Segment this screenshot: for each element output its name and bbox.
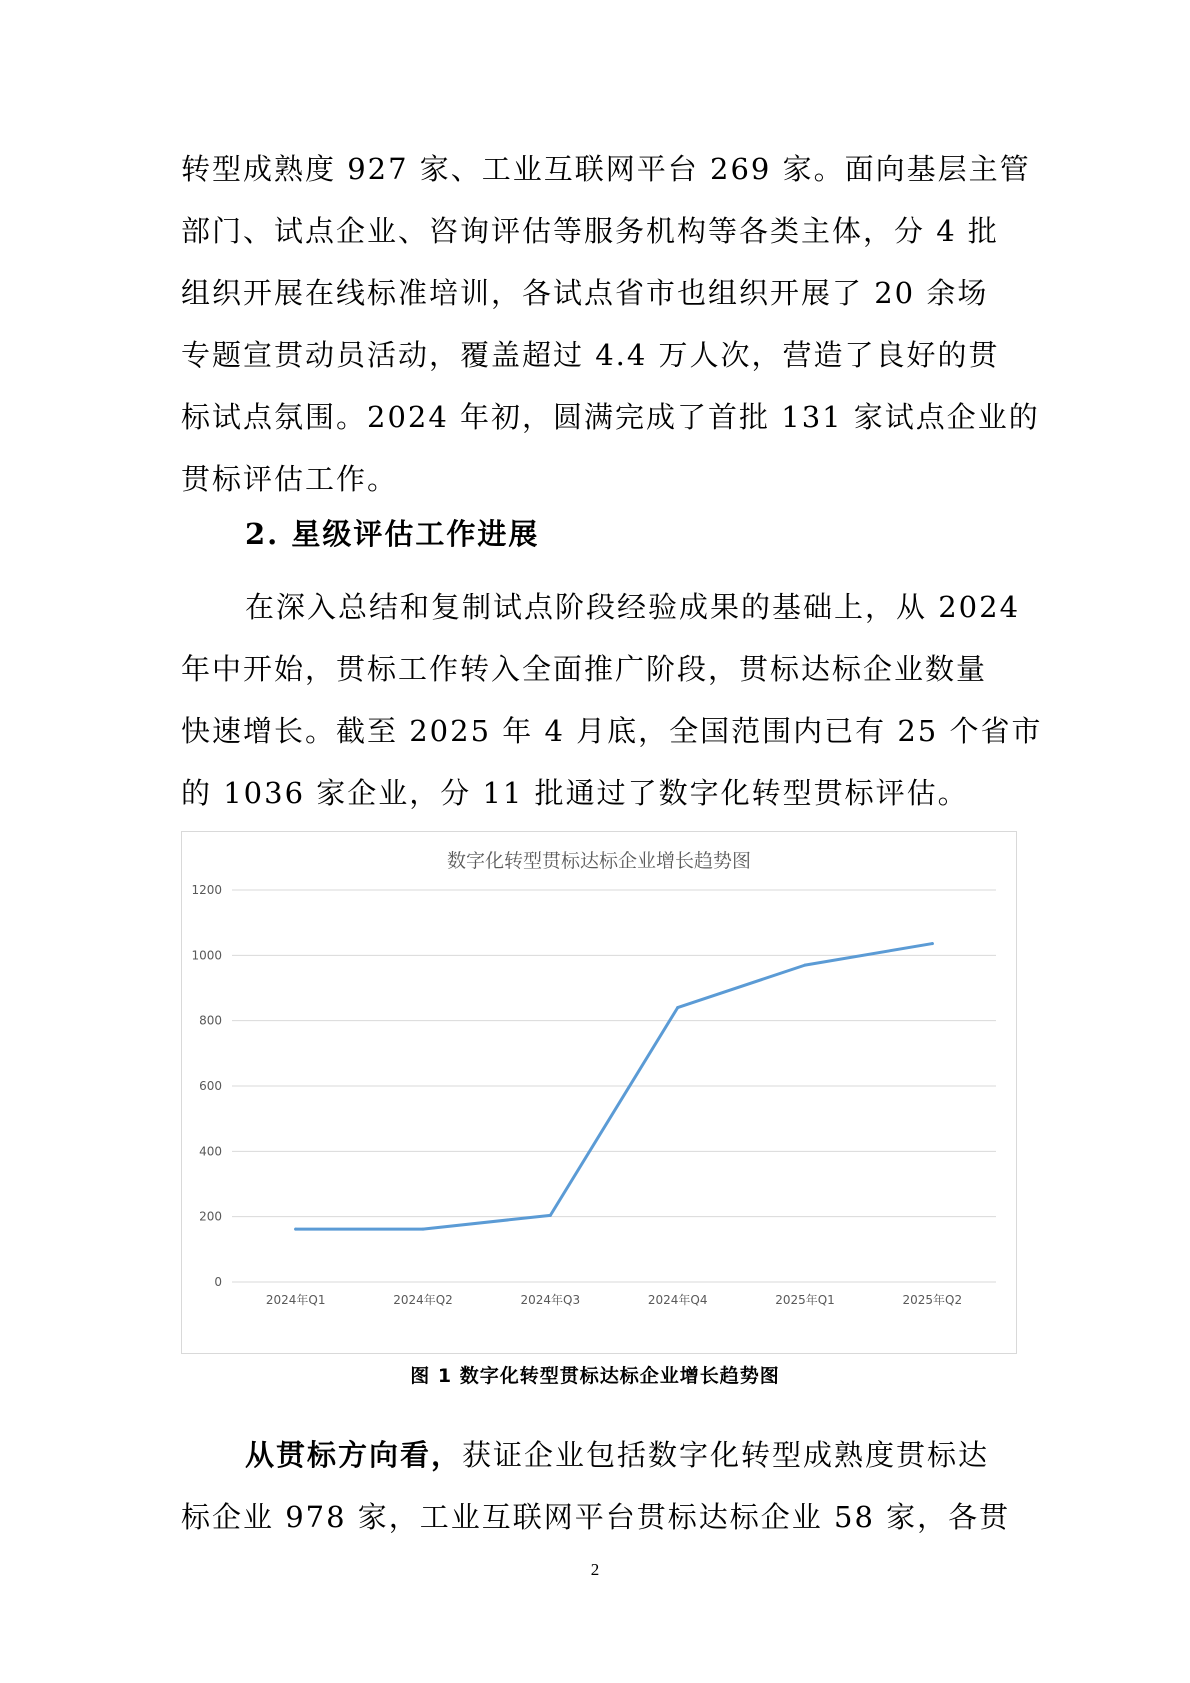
paragraph-1 bbox=[181, 138, 1040, 510]
chart-frame bbox=[181, 831, 1017, 1354]
data-point bbox=[931, 942, 934, 945]
x-tick-label: 2025年Q2 bbox=[902, 1293, 963, 1307]
y-tick-label: 1200 bbox=[191, 883, 222, 897]
paragraph-2-line-4: 的 1036 家企业，分 11 批通过了数字化转型贯标评估。 bbox=[181, 776, 969, 810]
y-tick-label: 200 bbox=[199, 1209, 222, 1224]
page-number: 2 bbox=[590, 1560, 600, 1579]
data-point bbox=[676, 1006, 679, 1009]
paragraph-1-line-6: 贯标评估工作。 bbox=[181, 462, 399, 496]
data-point bbox=[422, 1228, 425, 1231]
y-tick-label: 600 bbox=[199, 1079, 222, 1093]
paragraph-2-line-3: 快速增长。截至 2025 年 4 月底，全国范围内已有 25 个省市 bbox=[181, 714, 1043, 748]
x-tick-label: 2025年Q1 bbox=[775, 1293, 835, 1307]
figure-caption: 图 1 数字化转型贯标达标企业增长趋势图 bbox=[410, 1365, 780, 1387]
data-point bbox=[294, 1228, 297, 1231]
paragraph-3-line-1-rest: 获证企业包括数字化转型成熟度贯标达 bbox=[462, 1438, 990, 1472]
paragraph-1-line-1: 转型成熟度 927 家、工业互联网平台 269 家。面向基层主管 bbox=[181, 152, 1031, 186]
paragraph-2-line-2: 年中开始，贯标工作转入全面推广阶段，贯标达标企业数量 bbox=[181, 652, 988, 686]
chart-title: 数字化转型贯标达标企业增长趋势图 bbox=[446, 850, 751, 872]
paragraph-3-lead: 从贯标方向看， bbox=[245, 1438, 463, 1472]
x-tick-label: 2024年Q4 bbox=[647, 1293, 708, 1307]
x-tick-label: 2024年Q1 bbox=[265, 1293, 326, 1307]
y-tick-label: 0 bbox=[214, 1275, 222, 1289]
line-chart bbox=[182, 832, 1016, 1353]
paragraph-2 bbox=[181, 576, 1043, 824]
paragraph-1-line-5: 标试点氛围。2024 年初，圆满完成了首批 131 家试点企业的 bbox=[181, 400, 1040, 434]
paragraph-1-line-2: 部门、试点企业、咨询评估等服务机构等各类主体，分 4 批 bbox=[181, 214, 999, 248]
paragraph-2-line-1: 在深入总结和复制试点阶段经验成果的基础上，从 2024 bbox=[245, 590, 1021, 624]
y-tick-label: 1000 bbox=[191, 948, 222, 963]
data-point bbox=[549, 1214, 552, 1217]
section-heading: 2. 星级评估工作进展 bbox=[245, 517, 540, 551]
paragraph-1-line-3: 组织开展在线标准培训，各试点省市也组织开展了 20 余场 bbox=[181, 276, 989, 310]
paragraph-3-line-1 bbox=[181, 1424, 1011, 1486]
paragraph-1-line-4: 专题宣贯动员活动，覆盖超过 4.4 万人次，营造了良好的贯 bbox=[181, 338, 1000, 372]
data-point bbox=[804, 964, 807, 967]
paragraph-3 bbox=[181, 1424, 1011, 1548]
x-tick-label: 2024年Q2 bbox=[393, 1293, 453, 1307]
y-tick-label: 400 bbox=[199, 1144, 222, 1159]
paragraph-3-line-2: 标企业 978 家，工业互联网平台贯标达标企业 58 家，各贯 bbox=[181, 1500, 1011, 1534]
y-tick-label: 800 bbox=[199, 1013, 222, 1028]
x-tick-label: 2024年Q3 bbox=[520, 1293, 581, 1307]
